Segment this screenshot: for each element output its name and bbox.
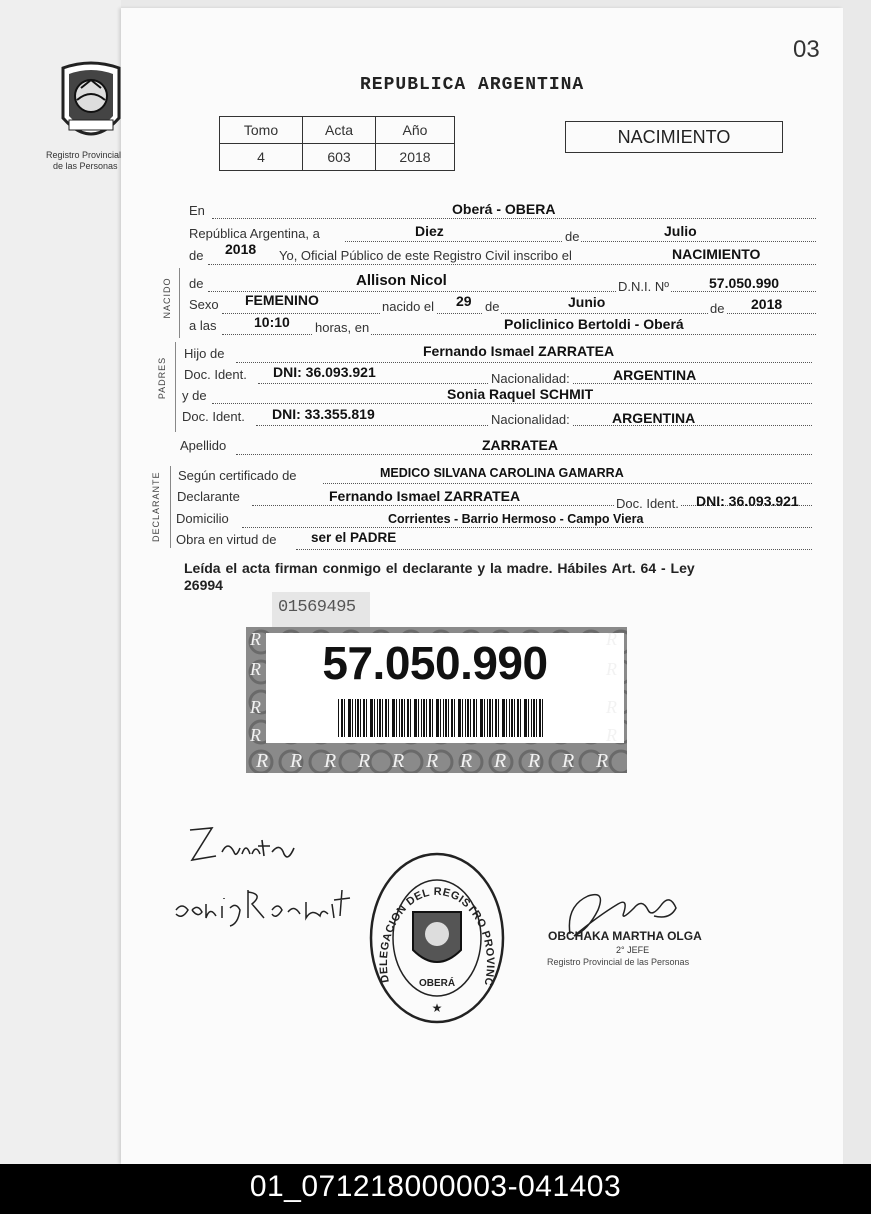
sexo-label: Sexo (189, 297, 219, 312)
signature-sonia-schmit (172, 880, 362, 935)
barcode-bar (341, 699, 343, 737)
barcode-bar (502, 699, 505, 737)
closing-line-1: Leída el acta firman conmigo el declarante y la madre. Hábiles Art. 64 - Ley (184, 560, 695, 576)
footer-code: 01_071218000003-041403 (249, 1170, 622, 1203)
table-value-tomo: 4 (220, 144, 303, 171)
barcode-bar (399, 699, 400, 737)
child-sex: FEMENINO (245, 292, 319, 308)
barcode-bar (388, 699, 389, 737)
mother-doc-label: Doc. Ident. (182, 409, 245, 424)
barcode-bar (480, 699, 483, 737)
intro-inscribe: NACIMIENTO (672, 246, 761, 262)
barcode-bar (414, 699, 417, 737)
yo-text: Yo, Oficial Público de este Registro Civil inscribo el (276, 248, 575, 263)
place-value: Oberá - OBERA (452, 201, 556, 217)
delegation-round-seal (367, 850, 507, 1031)
barcode-bar (539, 699, 541, 737)
barcode-bar (392, 699, 395, 737)
father-doc-label: Doc. Ident. (184, 367, 247, 382)
barcode-bar (492, 699, 493, 737)
barcode-id-number: 57.050.990 (322, 637, 548, 689)
nacido-el-label: nacido el (382, 299, 435, 314)
barcode-bar (524, 699, 527, 737)
horas-en-label: horas, en (315, 320, 370, 335)
mother-doc: DNI: 33.355.819 (272, 406, 375, 422)
barcode-bar (429, 699, 431, 737)
barcode-bar (374, 699, 375, 737)
dni-label: D.N.I. Nº (618, 279, 669, 294)
barcode-bar (495, 699, 497, 737)
official-title: 2° JEFE (616, 945, 650, 955)
barcode-bar (401, 699, 403, 737)
intro-day: Diez (415, 223, 444, 239)
label-tile-letter: R (606, 697, 617, 717)
barcode-bar (410, 699, 411, 737)
barcode-bar (426, 699, 427, 737)
svg-text:★: ★ (431, 1001, 443, 1015)
declarante-label: Declarante (177, 489, 240, 504)
label-tile-letter: R (606, 659, 617, 679)
obra-label: Obra en virtud de (176, 532, 277, 547)
barcode-bar (436, 699, 439, 737)
apellido-label: Apellido (180, 438, 227, 453)
barcode-bar (454, 699, 455, 737)
father-name: Fernando Ismael ZARRATEA (423, 343, 615, 359)
label-tile-letter: R (606, 629, 617, 649)
barcode-bar (531, 699, 532, 737)
barcode-bar (418, 699, 419, 737)
official-org: Registro Provincial de las Personas (547, 957, 690, 967)
label-tile-letter: R (290, 750, 303, 772)
barcode-bar (448, 699, 449, 737)
logo-caption-line1: Registro Provincial (46, 150, 122, 160)
closing-line-2: 26994 (184, 577, 223, 593)
label-tile-letter: R (460, 750, 473, 772)
label-tile-letter: R (256, 750, 269, 772)
label-tile-letter: R (250, 697, 261, 717)
barcode-bar (366, 699, 367, 737)
page-number: 03 (793, 36, 820, 63)
declarante-section-label: DECLARANTE (151, 471, 161, 542)
mother-name: Sonia Raquel SCHMIT (447, 386, 594, 402)
domicilio-value: Corrientes - Barrio Hermoso - Campo Viera (388, 512, 644, 526)
declarante-doc-label: Doc. Ident. (616, 496, 679, 511)
birth-month: Junio (568, 294, 606, 310)
barcode-bar (506, 699, 507, 737)
barcode-bar (382, 699, 383, 737)
label-tile-letter: R (324, 750, 337, 772)
intro-month: Julio (664, 223, 697, 239)
label-tile-letter: R (392, 750, 405, 772)
birth-time: 10:10 (254, 314, 290, 330)
label-tile-letter: R (528, 750, 541, 772)
background-sheet (0, 0, 121, 1164)
barcode-bar (509, 699, 510, 737)
label-tile-letter: R (494, 750, 507, 772)
barcode-bar (363, 699, 365, 737)
hijo-de-label: Hijo de (184, 346, 225, 361)
table-value-acta: 603 (303, 144, 376, 171)
barcode-bar (379, 699, 381, 737)
barcode-bar (432, 699, 433, 737)
barcode-bar (467, 699, 469, 737)
barcode-bar (423, 699, 425, 737)
barcode-bar (385, 699, 387, 737)
stamp-serial: 01569495 (278, 598, 356, 617)
barcode-bar (517, 699, 519, 737)
father-doc: DNI: 36.093.921 (273, 364, 376, 380)
republica-label: República Argentina, a (189, 226, 320, 241)
barcode-bar (352, 699, 353, 737)
en-label: En (189, 203, 205, 218)
label-tile-letter: R (250, 725, 261, 745)
barcode-bar (355, 699, 356, 737)
father-nationality: ARGENTINA (613, 367, 697, 383)
mother-nationality: ARGENTINA (612, 410, 696, 426)
child-name: Allison Nicol (356, 272, 447, 289)
record-number-table (219, 116, 455, 171)
barcode-bar (465, 699, 466, 737)
barcode-bar (421, 699, 422, 737)
barcode-bar (533, 699, 535, 737)
father-nac-label: Nacionalidad: (491, 371, 570, 386)
declarante-doc: DNI: 36.093.921 (696, 493, 799, 509)
barcode-bar (443, 699, 444, 737)
country-title: REPUBLICA ARGENTINA (360, 75, 585, 95)
birth-place: Policlinico Bertoldi - Oberá (504, 316, 684, 332)
record-type: NACIMIENTO (617, 127, 731, 147)
barcode-bar (407, 699, 409, 737)
intro-year: 2018 (225, 241, 257, 257)
barcode-bar (338, 699, 339, 737)
barcode-bar (451, 699, 453, 737)
signature-zarratea (184, 818, 304, 878)
official-name: OBCHAKA MARTHA OLGA (548, 929, 702, 943)
nacido-de-label: de (189, 276, 204, 291)
stamp-serial-box (272, 592, 370, 628)
barcode-bar (377, 699, 378, 737)
label-tile-letter: R (250, 629, 261, 649)
barcode-bar (458, 699, 461, 737)
table-header-acta: Acta (303, 117, 376, 144)
label-tile-letter: R (358, 750, 371, 772)
birth-year: 2018 (751, 296, 783, 312)
barcode-bar (440, 699, 441, 737)
seal-city: OBERÁ (418, 978, 456, 989)
barcode-bar (489, 699, 491, 737)
barcode-bar (484, 699, 485, 737)
seal-ring-text: DELEGACION DEL REGISTRO PROVINC (377, 885, 497, 988)
barcode-bar (462, 699, 463, 737)
barcode-bar (470, 699, 471, 737)
birth-de-label: de (485, 299, 500, 314)
barcode-bar (370, 699, 373, 737)
label-tile-letter: R (250, 659, 261, 679)
label-tile-letter: R (426, 750, 439, 772)
obra-value: ser el PADRE (311, 530, 397, 545)
birth-day: 29 (456, 293, 472, 309)
cert-label: Según certificado de (178, 468, 297, 483)
barcode-bar (487, 699, 488, 737)
barcode-bar (536, 699, 537, 737)
domicilio-label: Domicilio (176, 511, 229, 526)
a-las-label: a las (189, 318, 217, 333)
barcode-bar (404, 699, 405, 737)
logo-caption-line2: de las Personas (53, 161, 118, 171)
mother-nac-label: Nacionalidad: (491, 412, 570, 427)
birth-de-label2: de (710, 301, 725, 316)
barcode-bar (348, 699, 351, 737)
barcode-bar (528, 699, 529, 737)
barcode-bar (344, 699, 345, 737)
label-tile-letter: R (606, 725, 617, 745)
cert-value: MEDICO SILVANA CAROLINA GAMARRA (380, 466, 624, 480)
y-de-label: y de (182, 388, 207, 403)
table-header-tomo: Tomo (220, 117, 303, 144)
table-value-ano: 2018 (376, 144, 455, 171)
apellido-value: ZARRATEA (482, 437, 558, 453)
barcode-bar (357, 699, 359, 737)
label-tile-letter: R (562, 750, 575, 772)
province-crest-logo (55, 58, 127, 148)
barcode-bar (520, 699, 521, 737)
nacido-section-label: NACIDO (162, 277, 172, 319)
barcode-bar (445, 699, 447, 737)
padres-section-label: PADRES (157, 356, 167, 400)
barcode-bar (511, 699, 513, 737)
scan-footer-bar (0, 1164, 871, 1214)
label-tile-letter: R (596, 750, 609, 772)
barcode-bar (473, 699, 475, 737)
intro-de-label2: de (189, 248, 204, 263)
table-header-ano: Año (376, 117, 455, 144)
barcode-bar (542, 699, 543, 737)
barcode-bar (360, 699, 361, 737)
child-dni: 57.050.990 (709, 275, 780, 291)
barcode-bar (498, 699, 499, 737)
record-type-box (565, 121, 783, 153)
intro-de-label: de (565, 229, 580, 244)
declarante-name: Fernando Ismael ZARRATEA (329, 488, 521, 504)
barcode-bar (396, 699, 397, 737)
barcode-bar (476, 699, 477, 737)
barcode-bar (514, 699, 515, 737)
